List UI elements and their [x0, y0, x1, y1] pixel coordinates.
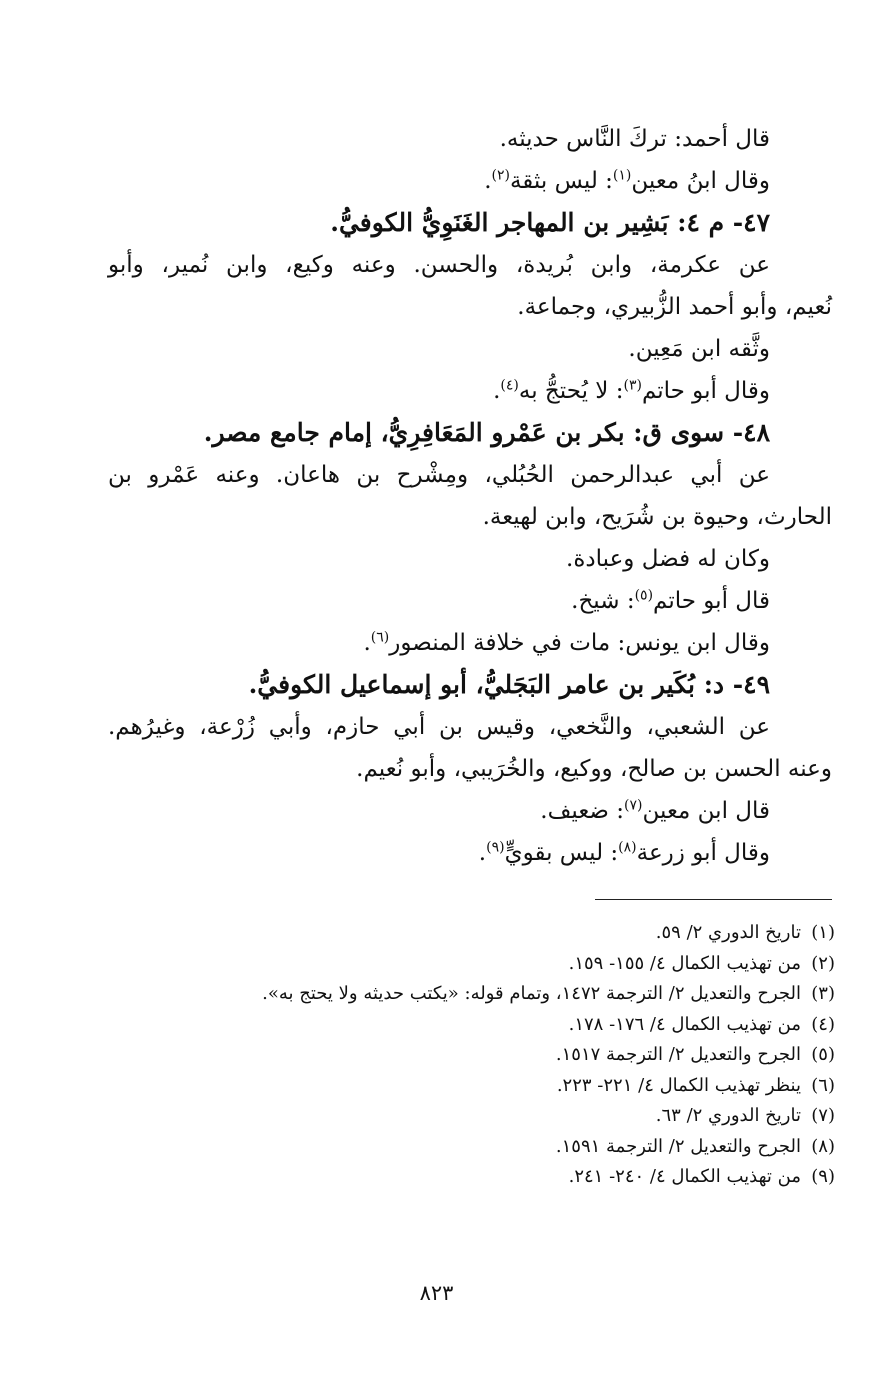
- footnote-item: [140, 1010, 835, 1041]
- text-line: [108, 580, 832, 622]
- footnote-ref[interactable]: (٦): [370, 629, 390, 646]
- footnote-number: (٢): [811, 952, 835, 974]
- footnote-ref[interactable]: (١): [612, 167, 632, 184]
- page-number: ٨٢٣: [419, 1281, 454, 1305]
- ibn-maeen-verdict: : ليس بثقة: [509, 168, 613, 194]
- footnote-ref[interactable]: (٥): [634, 587, 654, 604]
- text-line: [108, 622, 832, 664]
- footnote-text: من تهذيب الكمال ٤/ ١٧٦- ١٧٨.: [568, 1013, 801, 1035]
- paragraph-text: عن عكرمة، وابن بُريدة، والحسن. وعنه وكيع، وابن نُمير، وأبو: [108, 252, 770, 278]
- text-line: [108, 832, 832, 874]
- footnote-number: (٥): [811, 1044, 835, 1065]
- text-line: [108, 496, 832, 538]
- footnote-item: [140, 1071, 835, 1102]
- entry-title: ٤٩- د: بُكَير بن عامر البَجَليُّ، أبو إسماعيل الكوفيُّ.: [248, 670, 770, 699]
- text-line: [108, 790, 832, 832]
- footnote-item: [140, 1101, 835, 1132]
- footnote-number: (٣): [811, 983, 835, 1004]
- entry-heading-48: [108, 412, 832, 454]
- footnote-ref[interactable]: (٢): [491, 167, 510, 184]
- footnote-ref[interactable]: (٨): [618, 839, 637, 856]
- entry-heading-47: [108, 202, 832, 244]
- footnote-ref[interactable]: (٧): [624, 797, 643, 814]
- punctuation: .: [484, 168, 492, 194]
- text-line: [108, 244, 832, 286]
- footnote-number: (٤): [811, 1013, 835, 1035]
- footnote-text: الجرح والتعديل ٢/ الترجمة ١٥٩١.: [555, 1135, 801, 1157]
- footnote-text: تاريخ الدوري ٢/ ٥٩.: [655, 922, 801, 943]
- paragraph-text: وقال أبو زرعة: [636, 840, 770, 866]
- footnote-number: (١): [811, 922, 835, 943]
- footnote-item: [140, 979, 835, 1010]
- paragraph-text: وعنه الحسن بن صالح، ووكيع، والخُرَيبي، وأبو نُعيم.: [356, 756, 832, 782]
- paragraph-text: قال ابن معين: [642, 798, 770, 824]
- footnote-ref[interactable]: (٣): [623, 377, 642, 394]
- footnote-item: [140, 918, 835, 949]
- footnote-number: (٩): [811, 1166, 835, 1187]
- paragraph-text: نُعيم، وأبو أحمد الزُّبيري، وجماعة.: [517, 294, 832, 320]
- footnote-item: [140, 949, 835, 980]
- footnote-text: الجرح والتعديل ٢/ الترجمة ١٤٧٢، وتمام قوله: «يكتب حديثه ولا يحتج به».: [262, 983, 801, 1004]
- footnote-ref[interactable]: (٤): [500, 377, 519, 394]
- footnote-text: من تهذيب الكمال ٤/ ٢٤٠- ٢٤١.: [568, 1166, 801, 1187]
- text-line: [108, 286, 832, 328]
- text-line: [108, 160, 832, 202]
- footnote-number: (٨): [811, 1135, 835, 1157]
- ibn-maeen-quote: وقال ابنُ معين: [631, 168, 770, 194]
- footnote-text: الجرح والتعديل ٢/ الترجمة ١٥١٧.: [555, 1044, 801, 1065]
- footnote-text: ينظر تهذيب الكمال ٤/ ٢٢١- ٢٢٣.: [556, 1074, 801, 1096]
- paragraph-text: : ضعيف.: [540, 798, 625, 824]
- text-line: [108, 706, 832, 748]
- footnote-number: (٦): [811, 1074, 835, 1096]
- entry-heading-49: [108, 664, 832, 706]
- footnote-ref[interactable]: (٩): [486, 839, 505, 856]
- footnotes: [140, 918, 835, 1193]
- punctuation: .: [478, 840, 487, 866]
- paragraph-text: عن أبي عبدالرحمن الحُبُلي، ومِشْرح بن هاعان. وعنه عَمْرو بن: [108, 462, 770, 488]
- entry-title: ٤٨- سوى ق: بكر بن عَمْرو المَعَافِرِيُّ، إمام جامع مصر.: [203, 418, 770, 447]
- punctuation: .: [493, 378, 501, 404]
- paragraph-text: : ليس بقويٍّ: [504, 840, 619, 866]
- paragraph-text: الحارث، وحيوة بن شُرَيح، وابن لهيعة.: [482, 504, 832, 530]
- text-line: [108, 370, 832, 412]
- footnote-separator: [595, 899, 832, 900]
- paragraph-text: وقال ابن يونس: مات في خلافة المنصور: [389, 630, 770, 656]
- text-line: [108, 454, 832, 496]
- text-line: [108, 118, 832, 160]
- footnote-item: [140, 1132, 835, 1163]
- paragraph-text: عن الشعبي، والنَّخعي، وقيس بن أبي حازم، وأبي زُرْعة، وغيرُهم.: [108, 714, 770, 740]
- paragraph-text: وكان له فضل وعبادة.: [566, 546, 770, 572]
- paragraph-text: : لا يُحتجُّ به: [518, 378, 624, 404]
- footnote-item: [140, 1162, 835, 1193]
- text-line: [108, 748, 832, 790]
- punctuation: .: [363, 630, 371, 656]
- footnote-item: [140, 1040, 835, 1071]
- main-text: [108, 118, 832, 874]
- ahmad-quote: قال أحمد: تركَ النَّاس حديثه.: [499, 126, 770, 152]
- footnote-text: تاريخ الدوري ٢/ ٦٣.: [655, 1105, 801, 1126]
- text-line: [108, 328, 832, 370]
- paragraph-text: وثَّقه ابن مَعِين.: [628, 336, 770, 362]
- paragraph-text: : شيخ.: [571, 588, 635, 614]
- text-line: [108, 538, 832, 580]
- entry-title: ٤٧- م ٤: بَشِير بن المهاجر الغَنَوِيُّ الكوفيُّ.: [330, 208, 770, 237]
- paragraph-text: وقال أبو حاتم: [641, 378, 770, 404]
- footnote-number: (٧): [811, 1105, 835, 1126]
- paragraph-text: قال أبو حاتم: [653, 588, 770, 614]
- footnote-text: من تهذيب الكمال ٤/ ١٥٥- ١٥٩.: [568, 952, 801, 974]
